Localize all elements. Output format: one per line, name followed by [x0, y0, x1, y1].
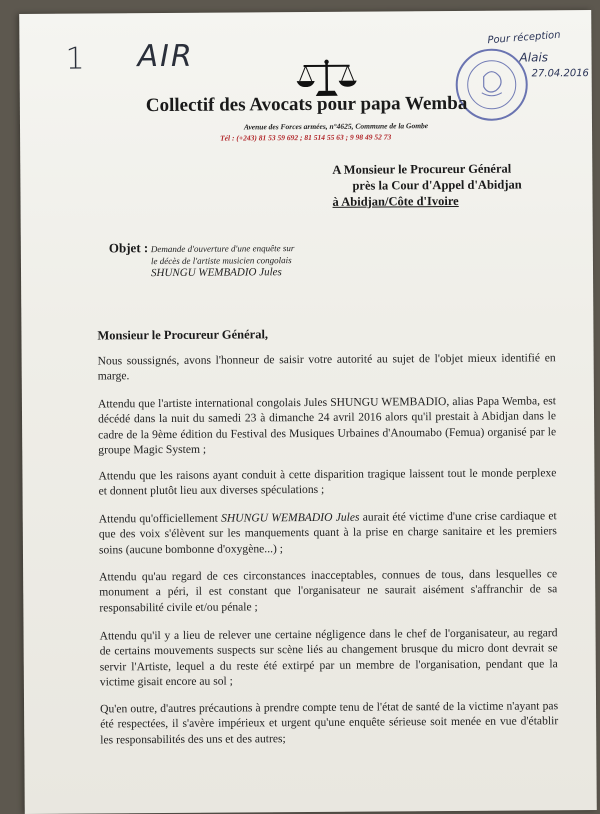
paragraph-2: Attendu que l'artiste international congolais Jules SHUNGU WEMBADIO, alias Papa Wemba, est décédé dans la nuit du samedi 23 à dimanche 24 avril 2016 alors qu'il prestait à Abidjan dans le cadre de la 9ème édition du Festival des Musiques Urbaines d'Anoumabo (Femua) organisé par le groupe Magic System ;	[98, 393, 556, 458]
letter-page	[19, 10, 597, 814]
paragraph-7: Qu'en outre, d'autres précautions à prendre compte tenu de l'état de santé de la victime n'ayant pas été respectées, il s'avère impérieux et urgent qu'une enquête sérieuse soit menée en vue d'établir les responsabilités des uns et des autres;	[100, 698, 558, 747]
salutation: Monsieur le Procureur Général,	[97, 327, 268, 343]
addressee-line-1: A Monsieur le Procureur Général	[332, 161, 521, 178]
paragraph-4-start: Attendu qu'officiellement	[99, 512, 221, 526]
subject-line-2: le décès de l'artiste musicien congolais	[151, 254, 295, 267]
handwritten-date: 27.04.2016	[532, 68, 589, 79]
organization-phones: Tél : (+243) 81 53 59 692 ; 81 514 55 63 ; 9 98 49 52 73	[220, 132, 391, 142]
paragraph-4	[99, 508, 557, 557]
organization-name: Collectif des Avocats pour papa Wemba	[146, 93, 506, 118]
addressee-line-2: près la Cour d'Appel d'Abidjan	[332, 177, 521, 194]
paragraph-4-end: aurait été victime d'une crise cardiaque et que des voix s'élèvent sur les manquements quant à la prise en charge sanitaire et les premiers soins (aucune bombonne d'oxygène...) ;	[99, 509, 557, 556]
handwritten-signature: Alais	[519, 50, 548, 64]
subject-line-1: Demande d'ouverture d'une enquête sur	[151, 242, 295, 255]
subject-line-3: SHUNGU WEMBADIO Jules	[151, 266, 295, 279]
subject-label: Objet :	[109, 240, 148, 256]
handwritten-code: AIR	[137, 39, 193, 74]
handwritten-page-number: 1	[65, 42, 84, 77]
handwritten-reception-note: Pour réception	[487, 30, 561, 47]
paragraph-5: Attendu qu'au regard de ces circonstances inacceptables, connues de tous, dans lesquelles ce monument a péri, il est constant que l'organisateur ne saurait aisément s'affranchir de sa responsabilité civile et/ou pénale ;	[99, 566, 557, 615]
paragraph-3: Attendu que les raisons ayant conduit à cette disparition tragique laissent tout le monde perplexe et donnent plutôt lieu aux diverses spéculations ;	[98, 465, 556, 499]
paragraph-6: Attendu qu'il y a lieu de relever une certaine négligence dans le chef de l'organisateur, au regard de certains mouvements suspects sur scène liés au changement brusque du micro dont devrait se servir l'Artiste, lequel a du reste été extirpé par un membre de l'organisation, pendant que la victime gisait encore au sol ;	[100, 625, 558, 690]
subject-text	[151, 242, 295, 279]
paragraph-4-name: SHUNGU WEMBADIO Jules	[221, 511, 360, 525]
paragraph-1: Nous soussignés, avons l'honneur de saisir votre autorité au sujet de l'objet mieux identifié en marge.	[98, 350, 556, 384]
addressee-line-3: à Abidjan/Côte d'Ivoire	[332, 193, 521, 210]
addressee-block	[332, 161, 522, 210]
organization-address: Avenue des Forces armées, n°4625, Commune de la Gombe	[244, 121, 428, 131]
